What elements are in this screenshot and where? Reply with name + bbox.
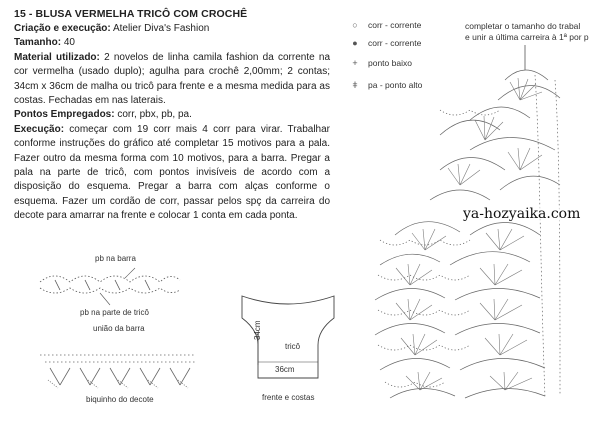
- caption-trico: tricô: [285, 342, 301, 351]
- fan-arc: [505, 70, 548, 80]
- fan-arc: [460, 358, 545, 370]
- size-line: Tamanho: 40: [14, 37, 75, 49]
- fan-arc: [390, 388, 455, 398]
- fan-arc: [455, 323, 540, 335]
- creation-line: Criação e execução: Atelier Diva's Fashion: [14, 23, 210, 34]
- legend-item: ● corr - corrente: [350, 38, 421, 48]
- execution-paragraph: Execução: começar com 19 corr mais 4 corr para virar. Trabalhar conforme instruções do gráfico até completar 15 motivos para a pala. Fazer outro da mesma forma com 10 motivos, para a barra. Pregar a pala na parte de tricô, com pontos invisíveis de acordo com a disposição do esquema. Pregar a barra com alças conforme o esquema. Fazer um cordão de corr, passar pelos spç da carreira do decote para amarrar na frente e colocar 1 conta em cada ponta.: [14, 123, 330, 222]
- dot-filled-icon: ●: [352, 38, 358, 48]
- cross-icon: +: [352, 58, 358, 68]
- fan-arc: [375, 288, 445, 300]
- watermark: ya-hozyaika.com: [463, 206, 581, 222]
- fan-arc: [455, 288, 540, 300]
- caption-frente-costas: frente e costas: [262, 393, 315, 402]
- dot-outline-icon: ○: [352, 20, 358, 30]
- fan-arc: [375, 323, 445, 335]
- chain-loops: [378, 110, 500, 387]
- legend-item: + ponto baixo: [350, 58, 412, 68]
- fan-arc: [470, 138, 555, 151]
- chain-border: [555, 80, 560, 395]
- fan-arc: [440, 158, 505, 171]
- caption-width: 36cm: [275, 365, 295, 374]
- caption-pb-trico: pb na parte de tricô: [80, 308, 149, 317]
- fan-arc: [470, 223, 540, 236]
- caption-height: 34cm: [253, 320, 262, 340]
- fan-arc: [500, 176, 560, 190]
- caption-uniao: união da barra: [93, 324, 145, 333]
- stitch-spokes: [396, 78, 542, 390]
- join-note: completar o tamanho do trabal e unir a última carreira à 1ª por p: [465, 21, 589, 42]
- caption-pb-barra: pb na barra: [95, 254, 136, 263]
- caption-biquinho: biquinho do decote: [86, 395, 154, 404]
- tall-stitch-icon: ǂ: [352, 80, 358, 90]
- union-diagram: [40, 268, 180, 305]
- fan-arc: [470, 107, 530, 120]
- fan-arc: [380, 358, 450, 370]
- legend-item: ǂ pa - ponto alto: [350, 80, 422, 90]
- crochet-chart: [375, 70, 560, 398]
- legend-item: ○ corr - corrente: [350, 20, 421, 30]
- fan-arc: [498, 85, 560, 100]
- fan-motif-group: [375, 70, 560, 398]
- stitches-line: Pontos Empregados: corr, pbx, pb, pa.: [14, 109, 192, 121]
- fan-arc: [430, 190, 490, 200]
- material-paragraph: Material utilizado: 2 novelos de linha camila fashion da corrente na cor vermelha (usado duplo); agulha para crochê 2,00mm; 2 contas; 34cm x 36cm de malha ou tricô para frente e a mesma medida para as costas. Fechadas em nas laterais.: [14, 51, 331, 107]
- chain-border: [535, 75, 545, 398]
- fan-arc: [440, 120, 500, 135]
- pattern-title: 15 - BLUSA VERMELHA TRICÔ COM CROCHÊ: [14, 8, 248, 20]
- fan-arc: [380, 254, 440, 265]
- fan-arc: [395, 222, 460, 235]
- fan-arc: [450, 252, 530, 265]
- picot-diagram: [40, 355, 195, 388]
